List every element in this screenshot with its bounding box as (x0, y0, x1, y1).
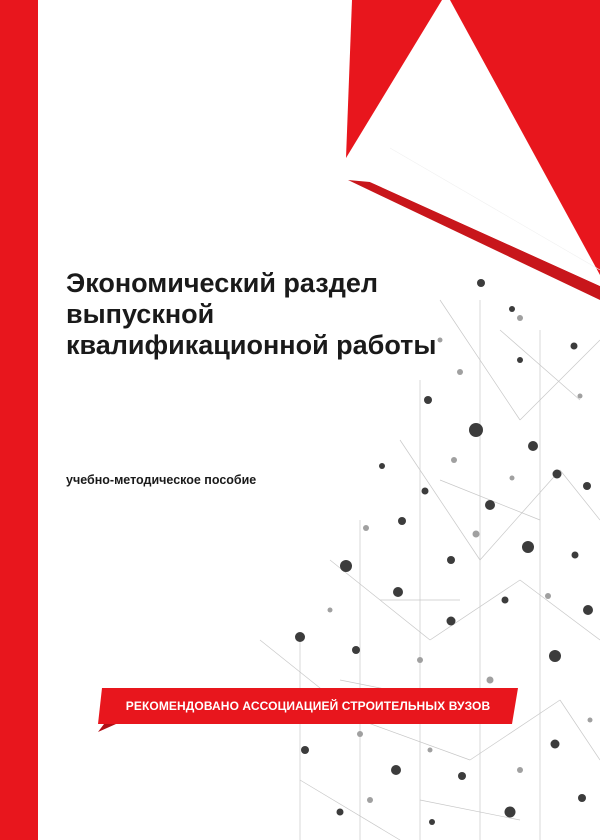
book-title-line: Экономический раздел (66, 268, 379, 298)
book-title (66, 268, 546, 361)
recommendation-banner-text: РЕКОМЕНДОВАНО АССОЦИАЦИЕЙ СТРОИТЕЛЬНЫХ ВУЗОВ (125, 699, 491, 713)
book-title-line: выпускной (66, 299, 215, 329)
publisher-logo-icon (404, 80, 524, 190)
book-title-line: квалификационной работы (66, 330, 437, 360)
recommendation-banner (98, 688, 518, 732)
book-subtitle: учебно-методическое пособие (66, 473, 257, 487)
